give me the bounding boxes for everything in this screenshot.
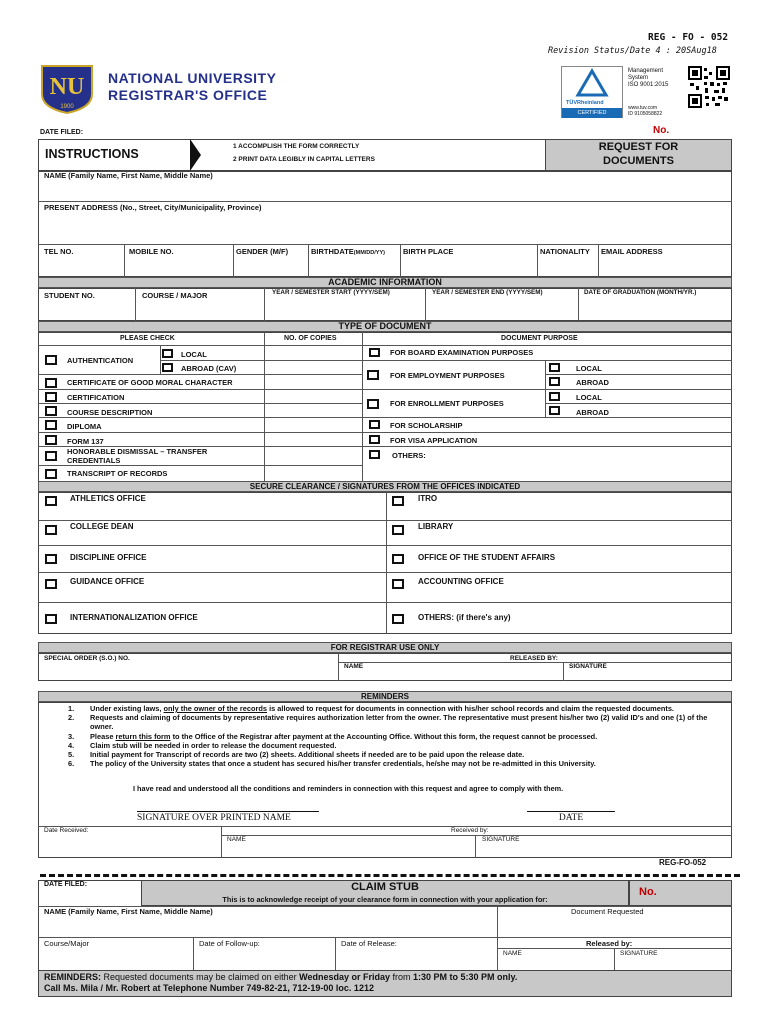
- cert-mgmt-2: System: [628, 75, 649, 81]
- divider: [362, 360, 732, 361]
- divider: [362, 332, 363, 482]
- document-type-section: [38, 332, 732, 482]
- document-type-header: TYPE OF DOCUMENT: [38, 321, 732, 332]
- board-exam-checkbox[interactable]: [369, 348, 380, 357]
- stub-reminders-text: Requested documents may be claimed on either: [101, 972, 300, 982]
- university-logo: [38, 64, 96, 114]
- divider: [362, 389, 732, 390]
- divider: [38, 374, 264, 375]
- divider: [475, 835, 476, 858]
- logo-year: 1900: [60, 104, 74, 110]
- reminder-number: 2.: [68, 713, 75, 723]
- library-checkbox[interactable]: [392, 525, 404, 535]
- date-filed-label: DATE FILED:: [40, 129, 84, 136]
- honorable-dismissal-label: HONORABLE DISMISSAL – TRANSFER: [67, 447, 208, 456]
- others-office-checkbox[interactable]: [392, 614, 404, 624]
- student-affairs-label: OFFICE OF THE STUDENT AFFAIRS: [418, 553, 556, 562]
- divider: [38, 826, 732, 827]
- divider: [38, 417, 362, 418]
- reminder-number: 4.: [68, 740, 75, 750]
- others-office-label: OTHERS: (if there's any): [418, 613, 511, 622]
- divider: [598, 244, 599, 277]
- stub-reminders-line: [44, 972, 517, 982]
- course-description-checkbox[interactable]: [45, 406, 57, 416]
- divider: [38, 432, 362, 433]
- divider: [221, 835, 732, 836]
- signature-printed-label: SIGNATURE OVER PRINTED NAME: [137, 813, 291, 823]
- scholarship-label: FOR SCHOLARSHIP: [390, 421, 463, 430]
- stub-reminders-label: REMINDERS:: [44, 972, 102, 982]
- divider: [38, 403, 362, 404]
- discipline-office-label: DISCIPLINE OFFICE: [70, 553, 147, 562]
- name-field[interactable]: [40, 182, 730, 199]
- nationality-label: NATIONALITY: [540, 247, 590, 256]
- employment-label: FOR EMPLOYMENT PURPOSES: [390, 371, 505, 380]
- birthdate-text: BIRTHDATE: [311, 247, 354, 256]
- good-moral-label: CERTIFICATE OF GOOD MORAL CHARACTER: [67, 378, 233, 387]
- stub-course-label: Course/Major: [44, 939, 90, 948]
- received-name-label: NAME: [227, 836, 246, 843]
- divider: [38, 572, 732, 573]
- date-label: DATE: [558, 813, 584, 823]
- divider: [264, 288, 265, 321]
- student-no-label: STUDENT NO.: [44, 291, 95, 300]
- reminder-item: [68, 759, 728, 768]
- divider: [38, 937, 732, 938]
- reminder-item: [68, 741, 728, 750]
- divider: [38, 520, 732, 521]
- request-title-2: DOCUMENTS: [603, 155, 674, 167]
- employment-local-checkbox[interactable]: [549, 363, 560, 372]
- diploma-checkbox[interactable]: [45, 420, 57, 430]
- clearance-header: SECURE CLEARANCE / SIGNATURES FROM THE OFFICES INDICATED: [38, 481, 732, 492]
- enrollment-local-checkbox[interactable]: [549, 392, 560, 401]
- divider: [563, 662, 564, 681]
- divider: [38, 201, 732, 202]
- divider: [135, 288, 136, 321]
- claim-stub-title: CLAIM STUB: [351, 881, 419, 893]
- employment-local-label: LOCAL: [576, 364, 602, 373]
- birthdate-format: (MM/DD/YY): [353, 250, 385, 256]
- request-title-1: REQUEST FOR: [598, 141, 679, 153]
- authentication-checkbox[interactable]: [45, 355, 57, 365]
- authentication-abroad-label: ABROAD (CAV): [181, 364, 237, 373]
- footer-form-code: REG-FO-052: [659, 858, 707, 867]
- divider: [233, 244, 234, 277]
- stub-doc-requested-label: Document Requested: [571, 907, 644, 916]
- others-purpose-checkbox[interactable]: [369, 450, 380, 459]
- divider: [362, 432, 732, 433]
- enrollment-checkbox[interactable]: [367, 399, 379, 409]
- divider: [338, 662, 732, 663]
- date-received-label: Date Received:: [44, 827, 89, 834]
- stub-no-label: No.: [639, 886, 657, 898]
- divider: [362, 446, 732, 447]
- discipline-office-checkbox[interactable]: [45, 554, 57, 564]
- reminder-underline: only the owner of the records: [163, 704, 268, 713]
- date-filed-field[interactable]: [96, 128, 216, 138]
- reminder-number: 5.: [68, 750, 75, 760]
- office-name: REGISTRAR'S OFFICE: [108, 87, 268, 103]
- stub-reminders-days: Wednesday or Friday: [299, 972, 391, 982]
- enrollment-abroad-checkbox[interactable]: [549, 406, 560, 415]
- divider: [308, 244, 309, 277]
- instruction-2: 2 PRINT DATA LEGIBLY IN CAPITAL LETTERS: [233, 156, 375, 163]
- reminder-text: is allowed to request for documents in connection with his/her school records and claim the requested documents.: [267, 704, 674, 713]
- reminder-text: The policy of the University states that once a student has secured his/her transfer credentials, he/she may not be re-admitted in this University.: [90, 759, 596, 769]
- reminder-text: to the Office of the Registrar after payment at the Accounting Office. Without this form, the request cannot be processed.: [170, 731, 598, 741]
- reminder-underline: return this form: [115, 731, 171, 741]
- internationalization-office-checkbox[interactable]: [45, 614, 57, 624]
- reminder-number: 1.: [68, 704, 75, 713]
- guidance-office-label: GUIDANCE OFFICE: [70, 577, 145, 586]
- form-code: REG - FO - 052: [648, 32, 729, 43]
- stub-release-label: Date of Release:: [341, 939, 397, 948]
- employment-abroad-label: ABROAD: [576, 378, 609, 387]
- instruction-1: 1 ACCOMPLISH THE FORM CORRECTLY: [233, 143, 360, 150]
- enrollment-local-label: LOCAL: [576, 393, 602, 402]
- divider: [264, 360, 362, 361]
- certification-label: CERTIFICATION: [67, 393, 125, 402]
- special-order-label: SPECIAL ORDER (S.O.) NO.: [44, 655, 130, 662]
- divider: [335, 937, 336, 970]
- divider: [497, 906, 498, 970]
- year-end-label: YEAR / SEMESTER END (YYYY/SEM): [432, 289, 543, 296]
- reminders-header: REMINDERS: [38, 691, 732, 702]
- tuv-brand: TÜVRheinland: [566, 100, 604, 106]
- honorable-dismissal-label-2: CREDENTIALS: [67, 456, 121, 465]
- purpose-label: DOCUMENT PURPOSE: [501, 335, 578, 342]
- divider: [38, 545, 732, 546]
- enrollment-label: FOR ENROLLMENT PURPOSES: [390, 399, 504, 408]
- tel-label: TEL NO.: [44, 247, 74, 256]
- employment-checkbox[interactable]: [367, 370, 379, 380]
- year-start-label: YEAR / SEMESTER START (YYYY/SEM): [272, 289, 390, 296]
- internationalization-office-label: INTERNATIONALIZATION OFFICE: [70, 613, 198, 622]
- tuv-certified: CERTIFIED: [562, 108, 622, 118]
- reminder-item: [68, 713, 728, 731]
- divider: [425, 288, 426, 321]
- divider: [362, 417, 732, 418]
- registrar-name-label: NAME: [344, 663, 364, 670]
- scholarship-checkbox[interactable]: [369, 420, 380, 429]
- library-label: LIBRARY: [418, 522, 454, 531]
- divider: [160, 360, 264, 361]
- divider: [38, 465, 362, 466]
- divider: [160, 345, 161, 374]
- authentication-local-checkbox[interactable]: [162, 349, 173, 358]
- control-number-label: No.: [653, 125, 670, 136]
- divider: [545, 374, 732, 375]
- student-affairs-checkbox[interactable]: [392, 554, 404, 564]
- divider: [386, 492, 387, 634]
- cert-iso: ISO 9001:2015: [628, 82, 669, 88]
- authentication-abroad-checkbox[interactable]: [162, 363, 173, 372]
- gender-label: GENDER (M/F): [236, 247, 289, 256]
- released-by-label: RELEASED BY:: [510, 655, 558, 662]
- claim-stub-subtitle: This is to acknowledge receipt of your clearance form in connection with your application for:: [222, 895, 548, 904]
- name-label: NAME (Family Name, First Name, Middle Name): [44, 171, 213, 180]
- stub-call-info: Call Ms. Mila / Mr. Robert at Telephone Number 749-82-21, 712-19-00 loc. 1212: [44, 983, 374, 993]
- stub-name-col-label: NAME: [503, 950, 522, 957]
- stub-reminders-time: 1:30 PM to 5:30 PM only.: [413, 972, 518, 982]
- academic-info-header: ACADEMIC INFORMATION: [38, 277, 732, 288]
- received-signature-label: SIGNATURE: [482, 836, 520, 843]
- reminder-number: 3.: [68, 731, 75, 741]
- stub-released-by-label: Released by:: [586, 939, 633, 948]
- divider: [221, 826, 222, 858]
- divider: [614, 948, 615, 970]
- reminder-item: [68, 704, 728, 713]
- revision-status: Revision Status/Date 4 : 20SAug18: [548, 46, 717, 56]
- accounting-office-checkbox[interactable]: [392, 579, 404, 589]
- mobile-label: MOBILE NO.: [129, 247, 174, 256]
- cert-id: ID 9105058822: [628, 111, 663, 117]
- divider: [400, 244, 401, 277]
- birthplace-label: BIRTH PLACE: [403, 247, 454, 256]
- authentication-label: AUTHENTICATION: [67, 356, 134, 365]
- visa-label: FOR VISA APPLICATION: [390, 436, 478, 445]
- signature-line[interactable]: [137, 811, 319, 812]
- stub-name-label: NAME (Family Name, First Name, Middle Name): [44, 907, 213, 916]
- address-field[interactable]: [40, 214, 730, 242]
- itro-label: ITRO: [418, 494, 438, 503]
- arrow-right-icon: [190, 139, 201, 171]
- athletics-office-checkbox[interactable]: [45, 496, 57, 506]
- divider: [38, 244, 732, 245]
- tuv-certification-badge: [561, 66, 623, 118]
- reminder-text: Claim stub will be needed in order to release the document requested.: [90, 740, 337, 750]
- divider: [264, 374, 362, 375]
- divider: [38, 389, 362, 390]
- certification-checkbox[interactable]: [45, 392, 57, 402]
- divider: [193, 937, 194, 970]
- visa-checkbox[interactable]: [369, 435, 380, 444]
- registrar-use-section: [38, 653, 732, 681]
- authentication-local-label: LOCAL: [181, 350, 207, 359]
- email-label: EMAIL ADDRESS: [601, 247, 663, 256]
- divider: [124, 244, 125, 277]
- reminder-text: Under existing laws,: [90, 704, 164, 713]
- divider: [38, 602, 732, 603]
- form-137-checkbox[interactable]: [45, 435, 57, 445]
- stub-signature-col-label: SIGNATURE: [620, 950, 658, 957]
- registrar-use-header: FOR REGISTRAR USE ONLY: [38, 642, 732, 653]
- enrollment-abroad-label: ABROAD: [576, 408, 609, 417]
- instructions-title: INSTRUCTIONS: [45, 147, 139, 161]
- form-137-label: FORM 137: [67, 437, 104, 446]
- divider: [338, 653, 339, 681]
- good-moral-checkbox[interactable]: [45, 378, 57, 388]
- course-description-label: COURSE DESCRIPTION: [67, 408, 153, 417]
- reminder-text: Requests and claiming of documents by representative requires authorization letter from the owner. The representative must present his/her two (2) valid ID's and one (1) of the owner.: [90, 713, 708, 732]
- agreement-text: I have read and understood all the conditions and reminders in connection with this request and agree to comply with them.: [133, 784, 564, 793]
- address-label: PRESENT ADDRESS (No., Street, City/Municipality, Province): [44, 203, 262, 212]
- date-line[interactable]: [527, 811, 615, 812]
- qr-code-icon: [688, 66, 730, 108]
- stub-followup-label: Date of Follow-up:: [199, 939, 260, 948]
- graduation-label: DATE OF GRADUATION (MONTH/YR.): [584, 289, 697, 296]
- course-label: COURSE / MAJOR: [142, 291, 208, 300]
- divider: [545, 403, 732, 404]
- tuv-triangle-icon: [562, 67, 622, 101]
- cert-mgmt-1: Management: [628, 68, 664, 74]
- reminder-text: Initial payment for Transcript of records are two (2) sheets. Additional sheets if needed are to be paid upon the release date.: [90, 750, 525, 760]
- reminder-item: [68, 750, 728, 759]
- cert-web: www.tuv.com: [628, 105, 658, 111]
- stub-date-filed-label: DATE FILED:: [44, 881, 88, 888]
- divider: [537, 244, 538, 277]
- svg-text:NU: NU: [49, 74, 85, 100]
- please-check-label: PLEASE CHECK: [120, 335, 175, 342]
- university-name: NATIONAL UNIVERSITY: [108, 70, 277, 86]
- reminders-list: [68, 704, 728, 768]
- divider: [578, 288, 579, 321]
- reminder-text: Please: [90, 731, 116, 741]
- transcript-label: TRANSCRIPT OF RECORDS: [67, 469, 168, 478]
- diploma-label: DIPLOMA: [67, 422, 102, 431]
- employment-abroad-checkbox[interactable]: [549, 377, 560, 386]
- honorable-dismissal-checkbox[interactable]: [45, 451, 57, 461]
- copies-label: NO. OF COPIES: [284, 335, 337, 342]
- college-dean-checkbox[interactable]: [45, 525, 57, 535]
- college-dean-label: COLLEGE DEAN: [70, 522, 134, 531]
- divider: [264, 332, 265, 482]
- birthdate-label: [311, 247, 385, 256]
- athletics-office-label: ATHLETICS OFFICE: [70, 494, 146, 503]
- stub-reminders-text-2: from: [390, 972, 414, 982]
- divider: [545, 360, 546, 417]
- received-by-label: Received by:: [451, 827, 489, 834]
- reminder-number: 6.: [68, 759, 75, 769]
- others-purpose-label: OTHERS:: [392, 451, 426, 460]
- reminder-item: [68, 732, 728, 741]
- board-exam-label: FOR BOARD EXAMINATION PURPOSES: [390, 348, 534, 357]
- guidance-office-checkbox[interactable]: [45, 579, 57, 589]
- registrar-signature-label: SIGNATURE: [569, 663, 607, 670]
- divider: [38, 345, 732, 346]
- transcript-checkbox[interactable]: [45, 469, 57, 479]
- cut-line: [40, 874, 740, 877]
- itro-checkbox[interactable]: [392, 496, 404, 506]
- accounting-office-label: ACCOUNTING OFFICE: [418, 577, 504, 586]
